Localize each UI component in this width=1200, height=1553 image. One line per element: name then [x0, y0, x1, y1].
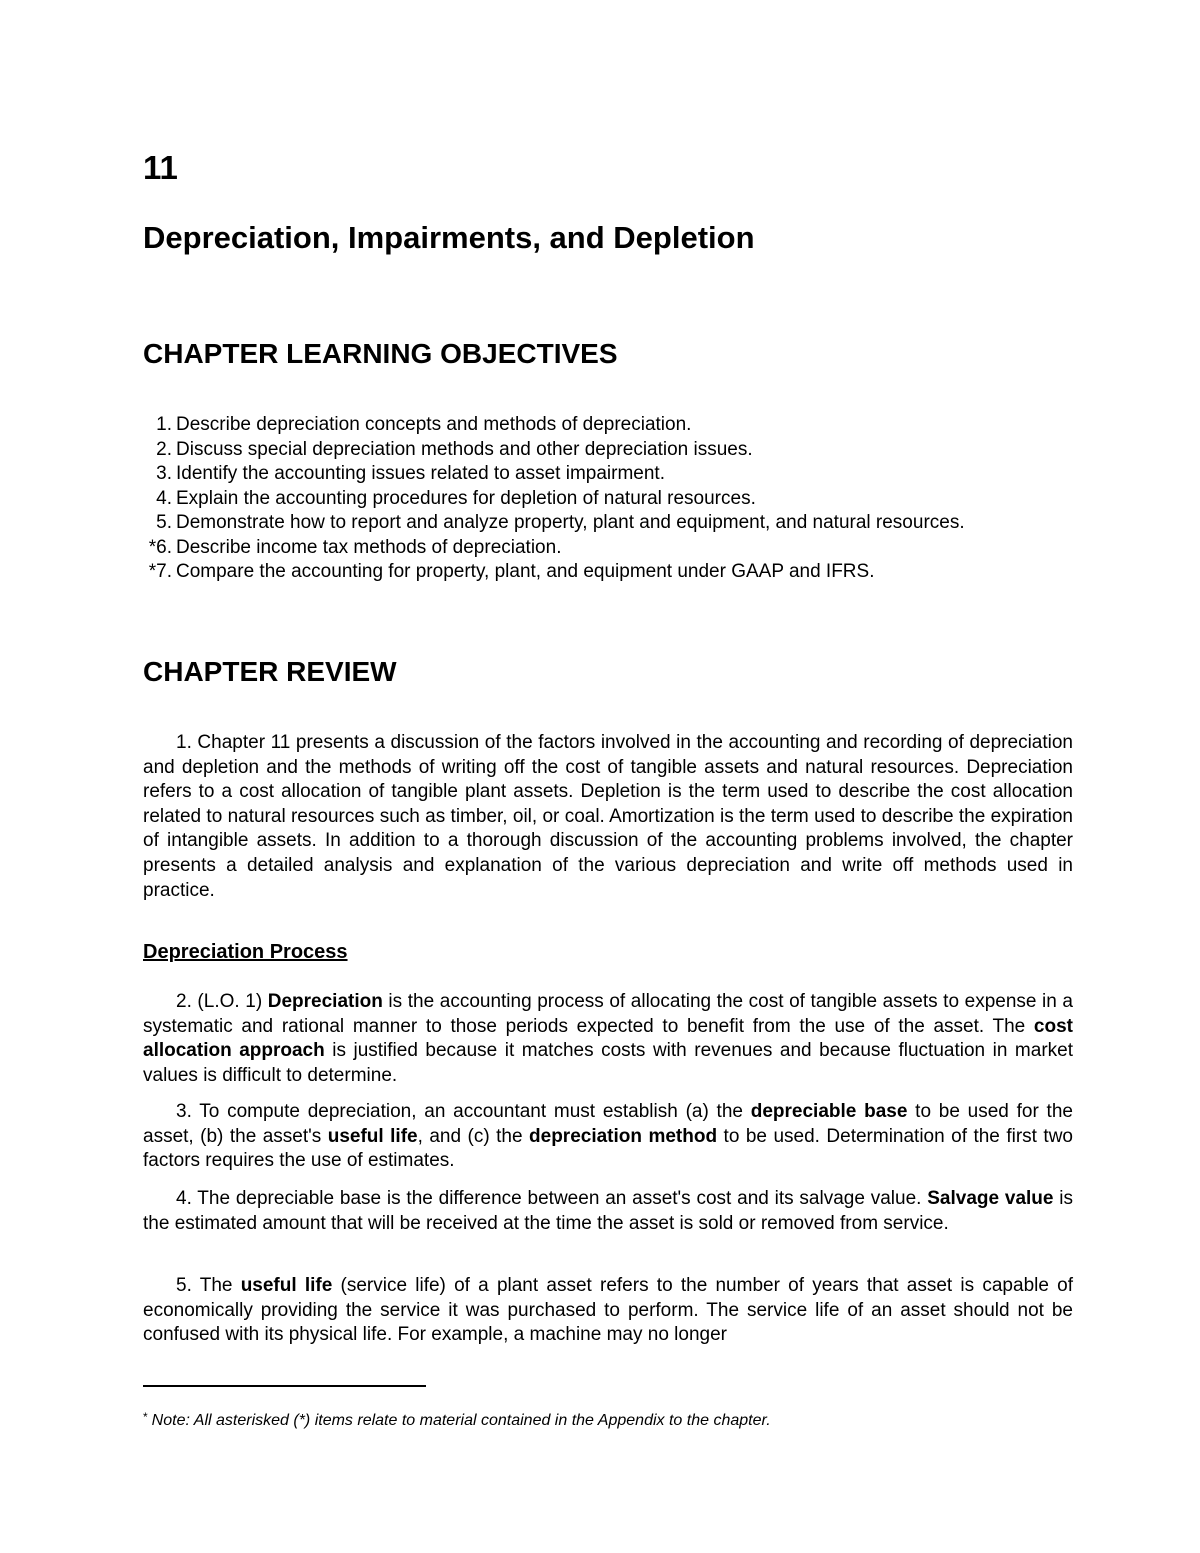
paragraph-text: is the estimated amount that will be received at the time the asset is sold or removed from service. [143, 1188, 1073, 1234]
chapter-title: Depreciation, Impairments, and Depletion [143, 220, 755, 255]
list-item [143, 560, 1073, 585]
list-item-number: *6. [148, 536, 172, 558]
paragraph-text: , and (c) the [417, 1125, 530, 1147]
list-item-number: 3. [156, 463, 172, 484]
bold-term: depreciable base [750, 1101, 908, 1122]
bold-term: useful life [240, 1275, 333, 1296]
review-paragraph-3 [143, 1100, 1073, 1174]
list-item-text: Demonstrate how to report and analyze property, plant and equipment, and natural resources. [176, 512, 965, 533]
list-item-number: 4. [156, 487, 172, 509]
list-item [143, 413, 1073, 438]
paragraph-text: 3. To compute depreciation, an accountant must establish (a) the [176, 1101, 751, 1122]
footnote-text: Note: All asterisked (*) items relate to material contained in the Appendix to the chapter. [151, 1412, 771, 1429]
list-item-text: Compare the accounting for property, plant, and equipment under GAAP and IFRS. [176, 561, 875, 582]
review-paragraph-4 [143, 1187, 1073, 1236]
list-item-number: 2. [156, 438, 172, 460]
paragraph-text: 2. (L.O. 1) [176, 991, 268, 1012]
bold-term: useful life [327, 1125, 418, 1147]
review-paragraph-1: 1. Chapter 11 presents a discussion of the factors involved in the accounting and recording of depreciation and depletion and the methods of writing off the cost of tangible assets and natural resources. Depreciation refers to a cost allocation of tangible plant assets. Depletion is the term used to describe the cost allocation related to natural resources such as timber, oil, or coal. Amortization is the term used to describe the expiration of intangible assets. In addition to a thorough discussion of the accounting problems involved, the chapter presents a detailed analysis and explanation of the various depreciation and write off methods used in practice. [143, 732, 1073, 901]
bold-term: cost allocation approach [143, 1015, 1073, 1062]
list-item [143, 438, 1073, 463]
footnote [143, 1407, 1073, 1431]
review-paragraph-5 [143, 1274, 1073, 1348]
subheading-depreciation-process: Depreciation Process [143, 941, 348, 963]
bold-term: depreciation method [529, 1125, 718, 1147]
paragraph-text: 4. The depreciable base is the difference between an asset's cost and its salvage value. [176, 1188, 928, 1209]
footnote-divider [143, 1385, 426, 1387]
list-item [143, 487, 1073, 512]
chapter-number: 11 [143, 149, 178, 186]
paragraph-text: to be used. Determination of the first two factors requires the use of estimates. [143, 1125, 1073, 1172]
list-item-text: Discuss special depreciation methods and other depreciation issues. [176, 438, 753, 460]
list-item-text: Explain the accounting procedures for depletion of natural resources. [176, 487, 756, 509]
list-item-text: Describe income tax methods of depreciation. [176, 536, 562, 558]
paragraph-text: is justified because it matches costs with revenues and because fluctuation in market values is difficult to determine. [143, 1040, 1073, 1086]
bold-term: Depreciation [267, 991, 383, 1012]
paragraph-text: (service life) of a plant asset refers to the number of years that asset is capable of economically providing the service it was purchased to perform. The service life of an asset should not be confused with its physical life. For example, a machine may no longer [143, 1275, 1073, 1346]
list-item-number: 1. [156, 414, 172, 435]
list-item [143, 511, 1073, 536]
list-item-text: Describe depreciation concepts and methods of depreciation. [176, 414, 692, 435]
objectives-list [143, 413, 1073, 585]
objectives-heading: CHAPTER LEARNING OBJECTIVES [143, 338, 618, 369]
bold-term: Salvage value [927, 1188, 1054, 1209]
list-item [143, 536, 1073, 561]
footnote-mark: * [143, 1410, 148, 1424]
list-item [143, 462, 1073, 487]
list-item-text: Identify the accounting issues related to asset impairment. [176, 463, 665, 484]
paragraph-text: is the accounting process of allocating the cost of tangible assets to expense in a systematic and rational manner to those periods expected to benefit from the use of the asset. The [143, 991, 1073, 1037]
list-item-number: 5. [156, 512, 172, 533]
paragraph-text: 5. The [176, 1275, 241, 1296]
list-item-number: *7. [148, 561, 172, 582]
review-paragraph-2 [143, 990, 1073, 1088]
review-heading: CHAPTER REVIEW [143, 656, 397, 687]
paragraph-text: to be used for the asset, (b) the asset's [143, 1101, 1073, 1147]
